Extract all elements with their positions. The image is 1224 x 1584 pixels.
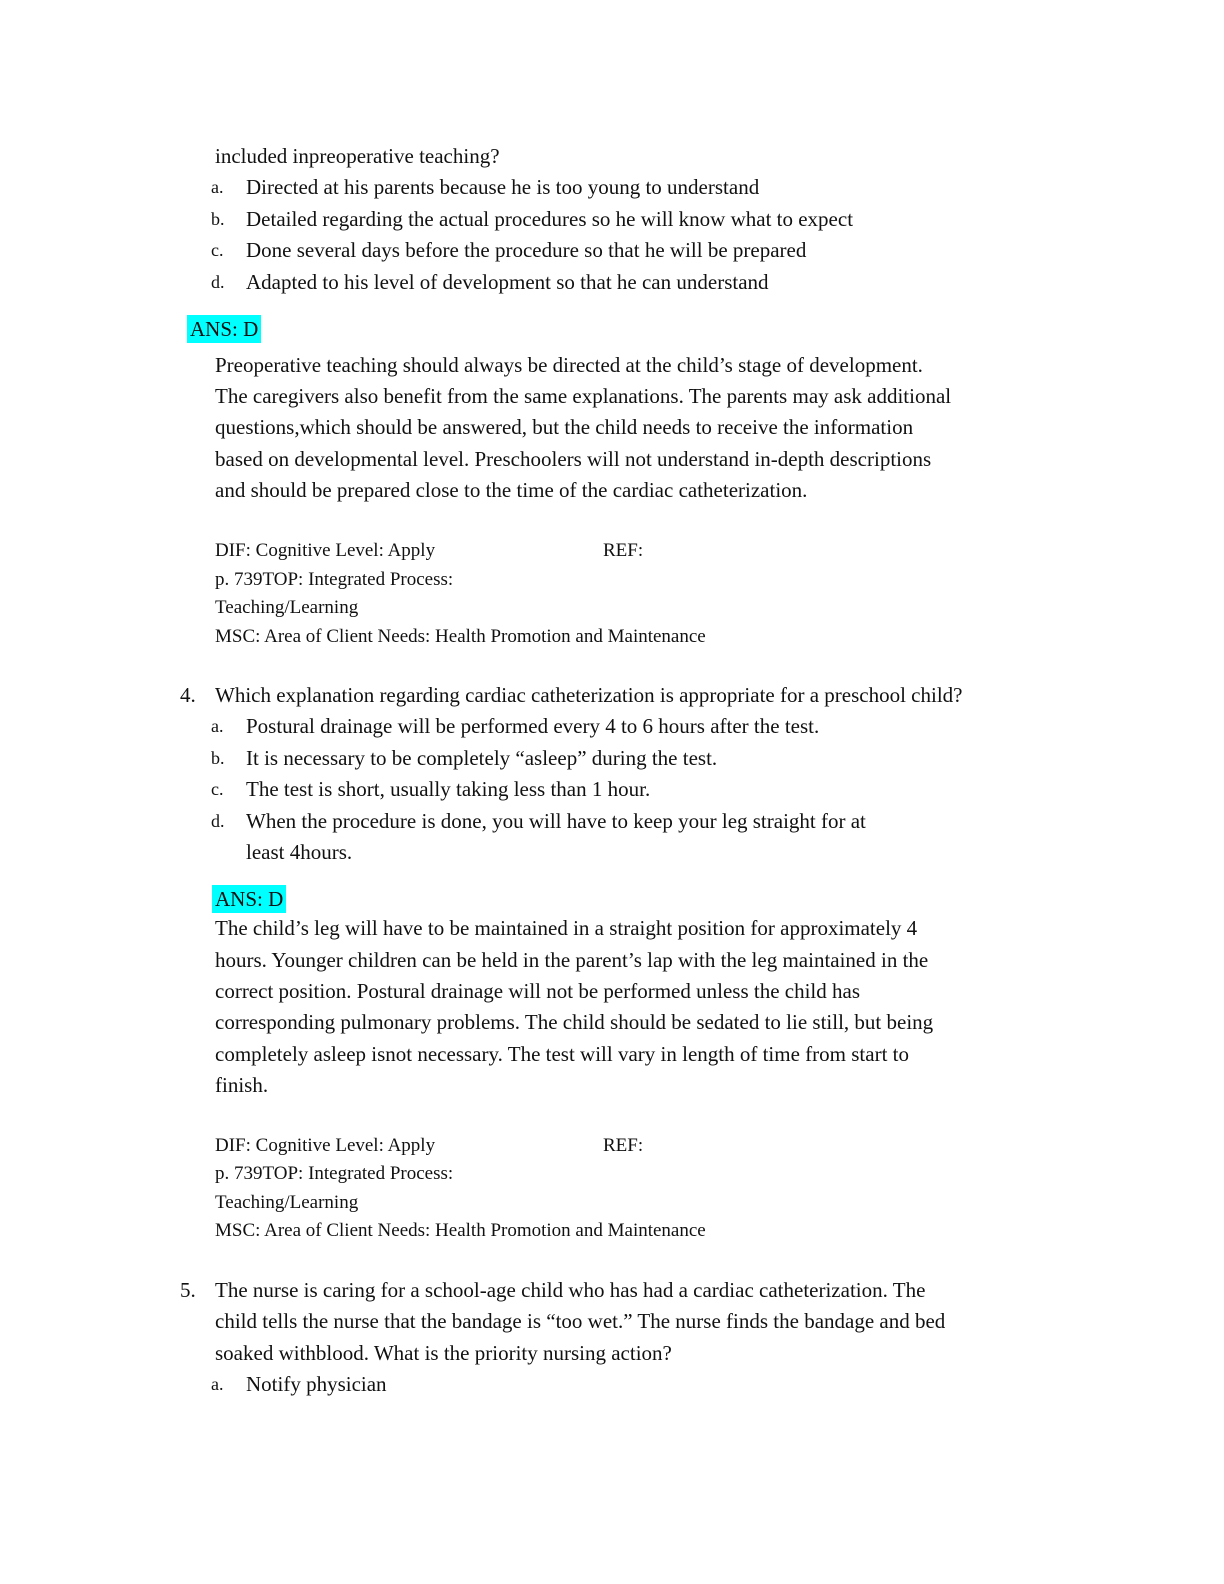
- q5-stem-line-2: child tells the nurse that the bandage is “too wet.” The nurse finds the bandage and bed: [215, 1309, 946, 1333]
- q3-option-c-letter: c.: [211, 240, 224, 260]
- q4-rationale-line-3: correct position. Postural drainage will not be performed unless the child has: [215, 979, 861, 1003]
- q3-rationale-line-3: questions,which should be answered, but the child needs to receive the information: [215, 415, 914, 439]
- q4-meta-dif: DIF: Cognitive Level: Apply: [215, 1135, 436, 1156]
- q4-rationale-line-4: corresponding pulmonary problems. The child should be sedated to lie still, but being: [215, 1010, 934, 1034]
- q4-answer-highlight: ANS: D: [212, 885, 286, 913]
- q3-meta-page-top: p. 739TOP: Integrated Process:: [215, 569, 454, 590]
- q4-meta-msc: MSC: Area of Client Needs: Health Promotion and Maintenance: [215, 1220, 706, 1241]
- q3-answer-highlight: ANS: D: [187, 315, 261, 343]
- q4-option-b: It is necessary to be completely “asleep” during the test.: [246, 746, 718, 770]
- q4-option-d-continued: least 4hours.: [246, 840, 353, 864]
- q3-rationale-line-2: The caregivers also benefit from the same explanations. The parents may ask additional: [215, 384, 952, 408]
- q3-meta-dif: DIF: Cognitive Level: Apply: [215, 540, 436, 561]
- q4-meta-page-top: p. 739TOP: Integrated Process:: [215, 1163, 454, 1184]
- q3-rationale-line-1: Preoperative teaching should always be directed at the child’s stage of development.: [215, 353, 923, 377]
- q4-option-d: When the procedure is done, you will have to keep your leg straight for at: [246, 809, 866, 833]
- q3-rationale-line-4: based on developmental level. Preschoolers will not understand in-depth descriptions: [215, 447, 932, 471]
- q4-option-b-letter: b.: [211, 748, 225, 768]
- q4-stem: Which explanation regarding cardiac catheterization is appropriate for a preschool child?: [215, 683, 963, 707]
- q5-option-a-letter: a.: [211, 1374, 224, 1394]
- q3-rationale-line-5: and should be prepared close to the time of the cardiac catheterization.: [215, 478, 808, 502]
- q4-option-c-letter: c.: [211, 779, 224, 799]
- q3-option-d-letter: d.: [211, 272, 225, 292]
- q5-stem-line-1: The nurse is caring for a school-age child who has had a cardiac catheterization. The: [215, 1278, 926, 1302]
- q4-number: 4.: [180, 683, 196, 707]
- q4-rationale-line-2: hours. Younger children can be held in the parent’s lap with the leg maintained in the: [215, 948, 929, 972]
- q4-rationale-line-5: completely asleep isnot necessary. The test will vary in length of time from start to: [215, 1042, 909, 1066]
- q4-meta-process: Teaching/Learning: [215, 1192, 359, 1213]
- q3-option-a: Directed at his parents because he is too young to understand: [246, 175, 760, 199]
- q3-stem-tail: included inpreoperative teaching?: [215, 144, 500, 168]
- q3-option-d: Adapted to his level of development so that he can understand: [246, 270, 769, 294]
- q4-rationale-line-1: The child’s leg will have to be maintained in a straight position for approximately 4: [215, 916, 918, 940]
- q4-meta-ref: REF:: [603, 1135, 644, 1156]
- q3-meta-process: Teaching/Learning: [215, 597, 359, 618]
- q5-stem-line-3: soaked withblood. What is the priority nursing action?: [215, 1341, 672, 1365]
- q3-option-c: Done several days before the procedure so that he will be prepared: [246, 238, 807, 262]
- q3-option-b: Detailed regarding the actual procedures so he will know what to expect: [246, 207, 854, 231]
- q4-rationale-line-6: finish.: [215, 1073, 269, 1097]
- q4-option-a: Postural drainage will be performed every 4 to 6 hours after the test.: [246, 714, 820, 738]
- q4-option-c: The test is short, usually taking less than 1 hour.: [246, 777, 651, 801]
- q5-option-a: Notify physician: [246, 1372, 387, 1396]
- q3-option-a-letter: a.: [211, 177, 224, 197]
- q3-meta-msc: MSC: Area of Client Needs: Health Promotion and Maintenance: [215, 626, 706, 647]
- q3-option-b-letter: b.: [211, 209, 225, 229]
- q5-number: 5.: [180, 1278, 196, 1302]
- q3-meta-ref: REF:: [603, 540, 644, 561]
- q4-option-a-letter: a.: [211, 716, 224, 736]
- q4-option-d-letter: d.: [211, 811, 225, 831]
